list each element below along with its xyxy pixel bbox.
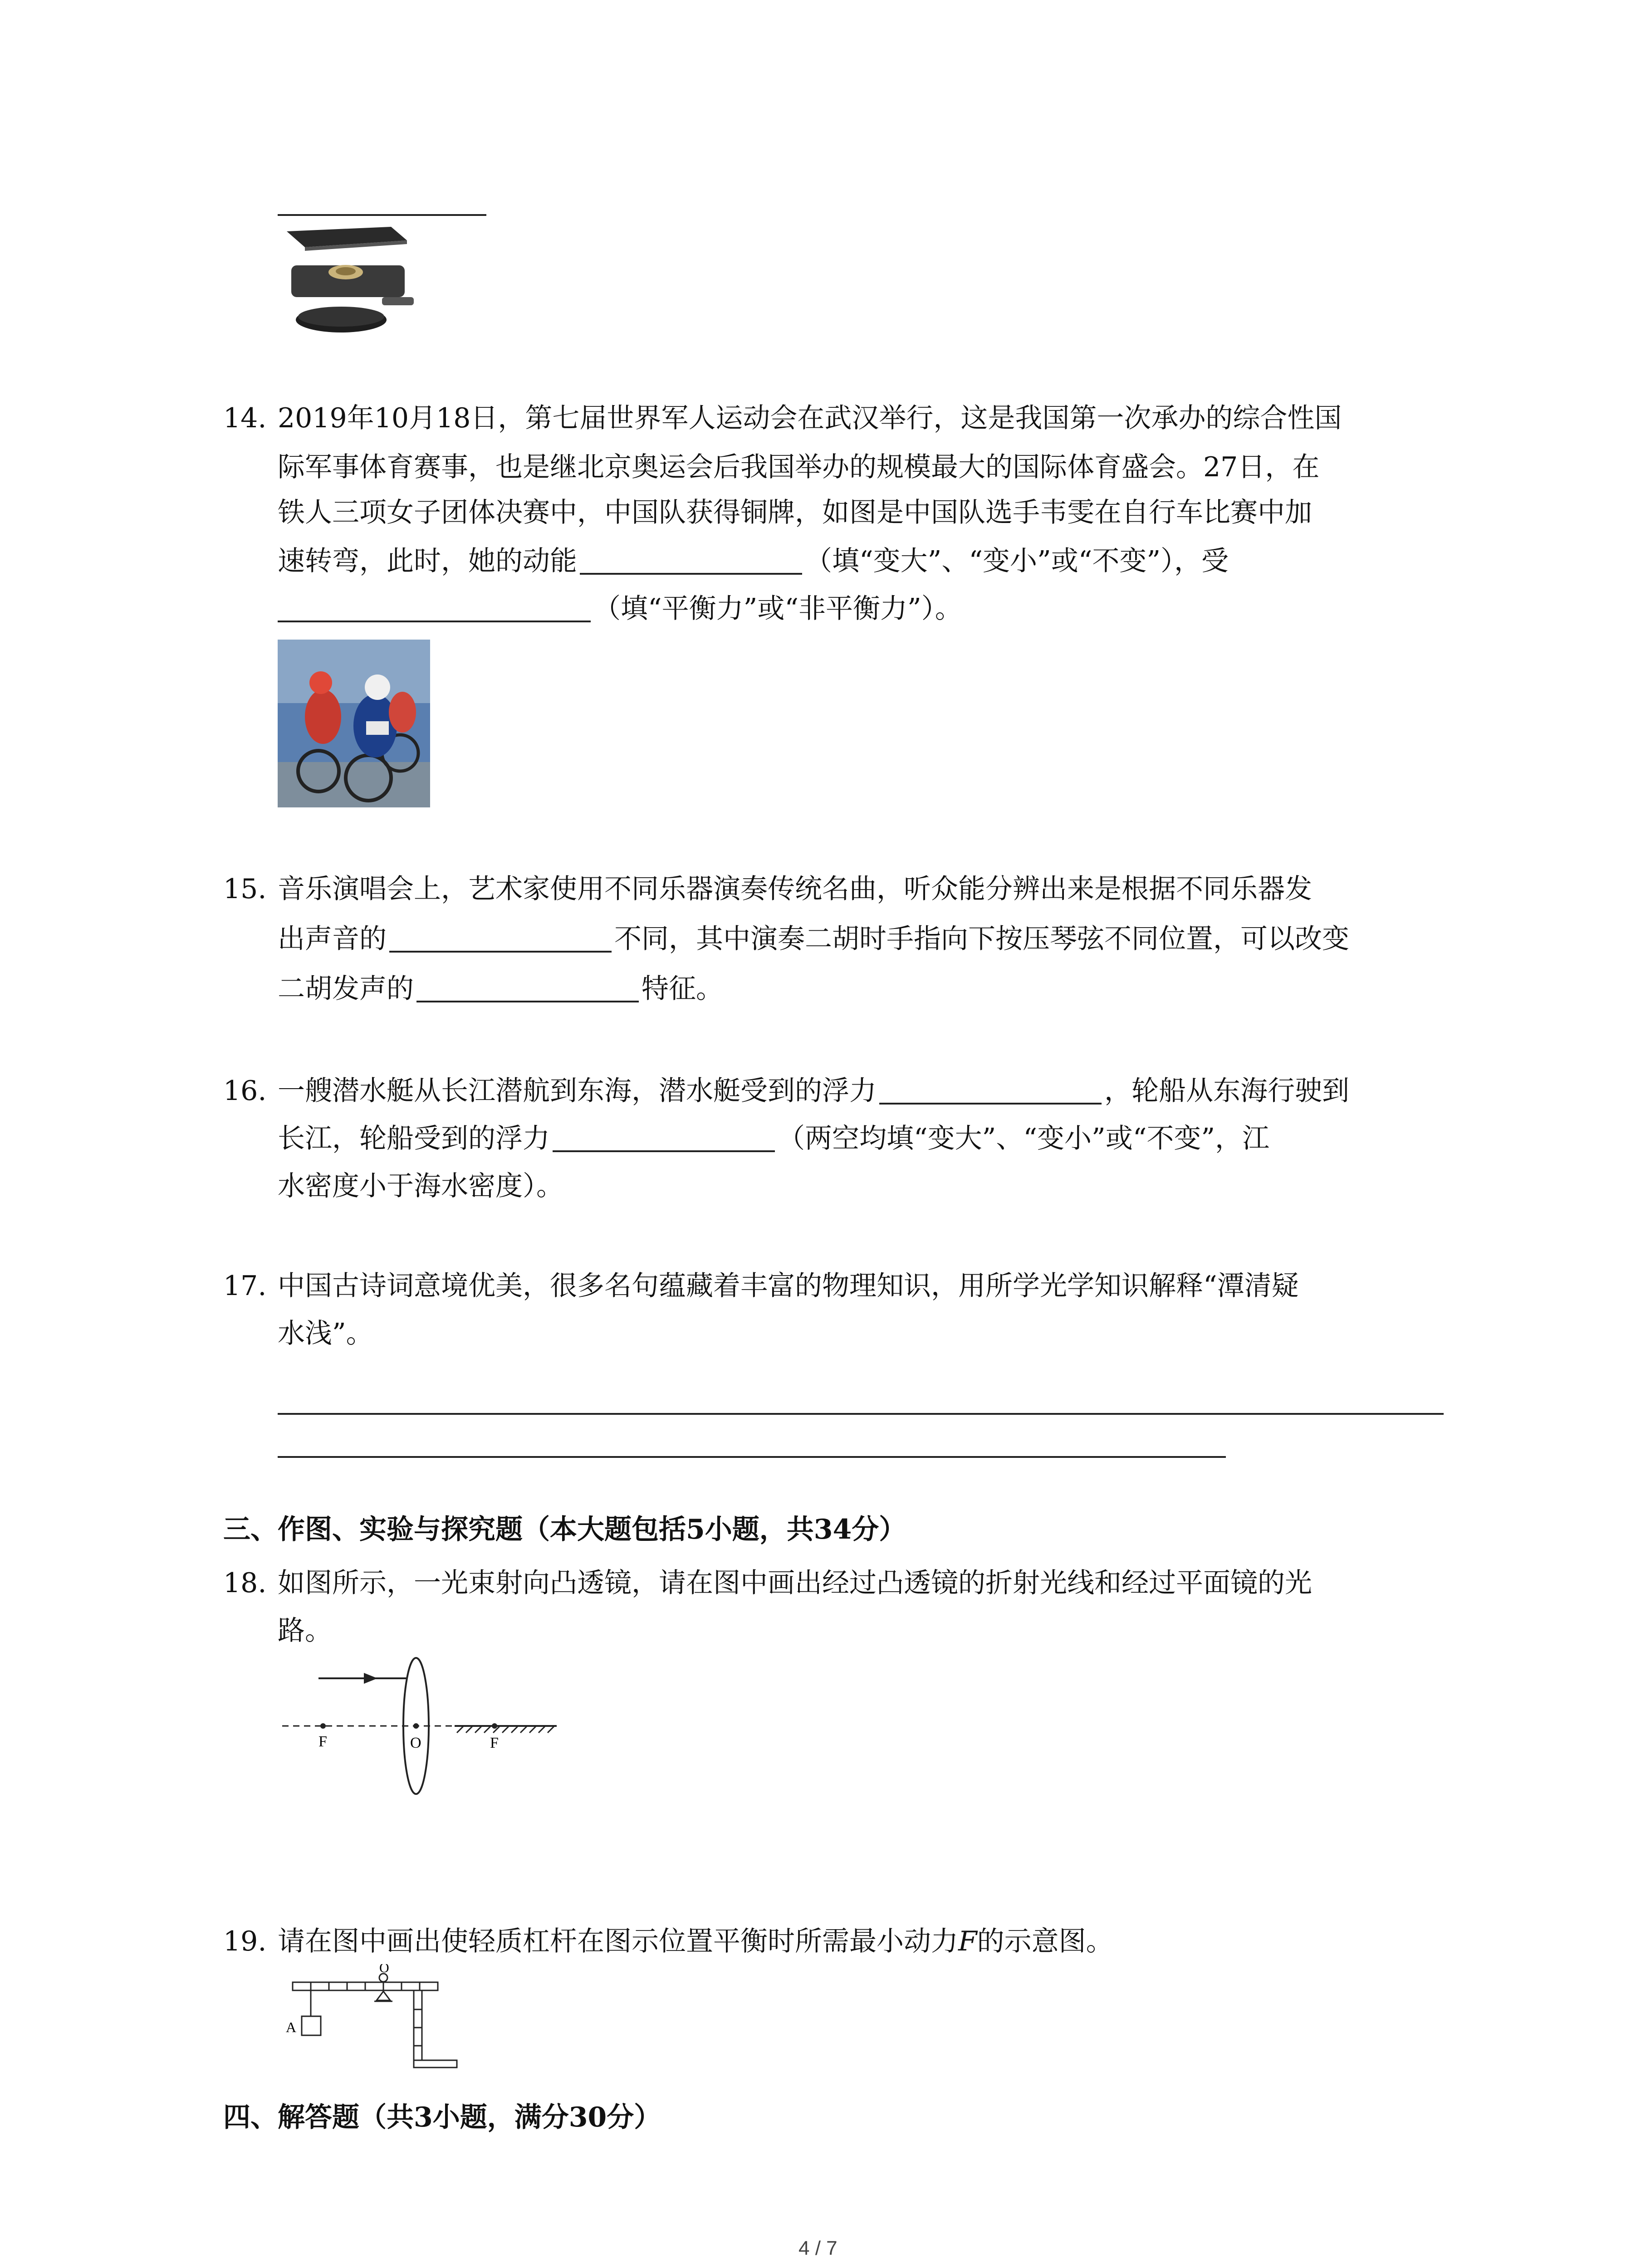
- q19-text-a: 请在图中画出使轻质杠杆在图示位置平衡时所需最小动力: [278, 1926, 958, 1957]
- focus-label-left: F: [318, 1733, 327, 1750]
- q14-line-5: [278, 593, 962, 625]
- answer-line-q17-1[interactable]: [278, 1413, 1444, 1415]
- q14-line-1: 2019年10月18日，第七届世界军人运动会在武汉举行，这是我国第一次承办的综合性国: [278, 402, 1342, 434]
- q18-line-1: 如图所示，一光束射向凸透镜，请在图中画出经过凸透镜的折射光线和经过平面镜的光: [278, 1567, 1312, 1599]
- question-number-15: 15.: [223, 873, 267, 905]
- q15-line-1: 音乐演唱会上，艺术家使用不同乐器演奏传统名曲，听众能分辨出来是根据不同乐器发: [278, 873, 1312, 905]
- answer-blank-submarine-buoyancy[interactable]: [879, 1079, 1102, 1105]
- q17-line-1: 中国古诗词意境优美，很多名句蕴藏着丰富的物理知识，用所学光学知识解释“潭清疑: [278, 1270, 1299, 1302]
- fulcrum-label: O: [379, 1964, 389, 1975]
- convex-lens-diagram: [278, 1656, 568, 1801]
- q15-line-3-text-b: 特征。: [642, 973, 723, 1005]
- answer-line-q17-2[interactable]: [278, 1456, 1226, 1458]
- q15-line-3: [278, 973, 723, 1005]
- answer-line-q13: [278, 214, 486, 216]
- q19-text-b: 的示意图。: [977, 1926, 1113, 1957]
- answer-blank-ship-buoyancy[interactable]: [553, 1127, 775, 1152]
- section-heading-3: 三、作图、实验与探究题（本大题包括5小题，共34分）: [223, 1514, 906, 1545]
- q15-line-2-text-b: 不同，其中演奏二胡时手指向下按压琴弦不同位置，可以改变: [614, 923, 1349, 955]
- q15-line-3-text-a: 二胡发声的: [278, 973, 414, 1005]
- q14-line-4-text-b: （填“变大”、“变小”或“不变”），受: [805, 545, 1229, 577]
- page-number: 4 / 7: [798, 2237, 838, 2259]
- q15-line-2-text-a: 出声音的: [278, 923, 387, 955]
- q16-line-2-text-a: 长江，轮船受到的浮力: [278, 1123, 550, 1154]
- q16-line-1: [278, 1077, 1349, 1105]
- question-number-19: 19.: [223, 1926, 267, 1957]
- q14-line-4: [278, 547, 1229, 575]
- question-number-16: 16.: [223, 1075, 267, 1107]
- q15-line-2: [278, 925, 1349, 953]
- q17-line-2: 水浅”。: [278, 1318, 373, 1349]
- wireless-charger-figure: [278, 222, 423, 340]
- question-number-14: 14.: [223, 402, 267, 434]
- q19-force-symbol: F: [958, 1926, 977, 1957]
- question-number-17: 17.: [223, 1270, 267, 1302]
- q16-line-1-text-a: 一艘潜水艇从长江潜航到东海，潜水艇受到的浮力: [278, 1075, 877, 1107]
- answer-blank-kinetic-energy[interactable]: [580, 549, 802, 575]
- answer-blank-timbre[interactable]: [389, 927, 612, 953]
- q14-line-3: 铁人三项女子团体决赛中，中国队获得铜牌，如图是中国队选手韦雯在自行车比赛中加: [278, 497, 1312, 528]
- q16-line-1-text-b: ，轮船从东海行驶到: [1104, 1075, 1349, 1107]
- question-number-18: 18.: [223, 1567, 267, 1599]
- q19-line-1: [278, 1928, 1113, 1955]
- q18-line-2: 路。: [278, 1615, 332, 1647]
- q14-line-4-text-a: 速转弯，此时，她的动能: [278, 545, 577, 577]
- q16-line-3: 水密度小于海水密度）。: [278, 1170, 563, 1202]
- optical-center-label: O: [410, 1735, 421, 1751]
- q16-line-2-text-b: （两空均填“变大”、“变小”或“不变”，江: [778, 1123, 1270, 1154]
- weight-label-a: A: [286, 2019, 297, 2035]
- q14-line-5-text: （填“平衡力”或“非平衡力”）。: [593, 593, 962, 625]
- cyclists-photo: [278, 640, 430, 807]
- lever-diagram: [272, 1964, 472, 2073]
- focus-label-right: F: [490, 1735, 499, 1751]
- answer-blank-sound-feature[interactable]: [416, 977, 639, 1002]
- answer-blank-force-type[interactable]: [278, 597, 591, 622]
- q16-line-2: [278, 1125, 1269, 1152]
- q14-line-2: 际军事体育赛事，也是继北京奥运会后我国举办的规模最大的国际体育盛会。27日，在: [278, 451, 1320, 483]
- section-heading-4: 四、解答题（共3小题，满分30分）: [223, 2102, 661, 2133]
